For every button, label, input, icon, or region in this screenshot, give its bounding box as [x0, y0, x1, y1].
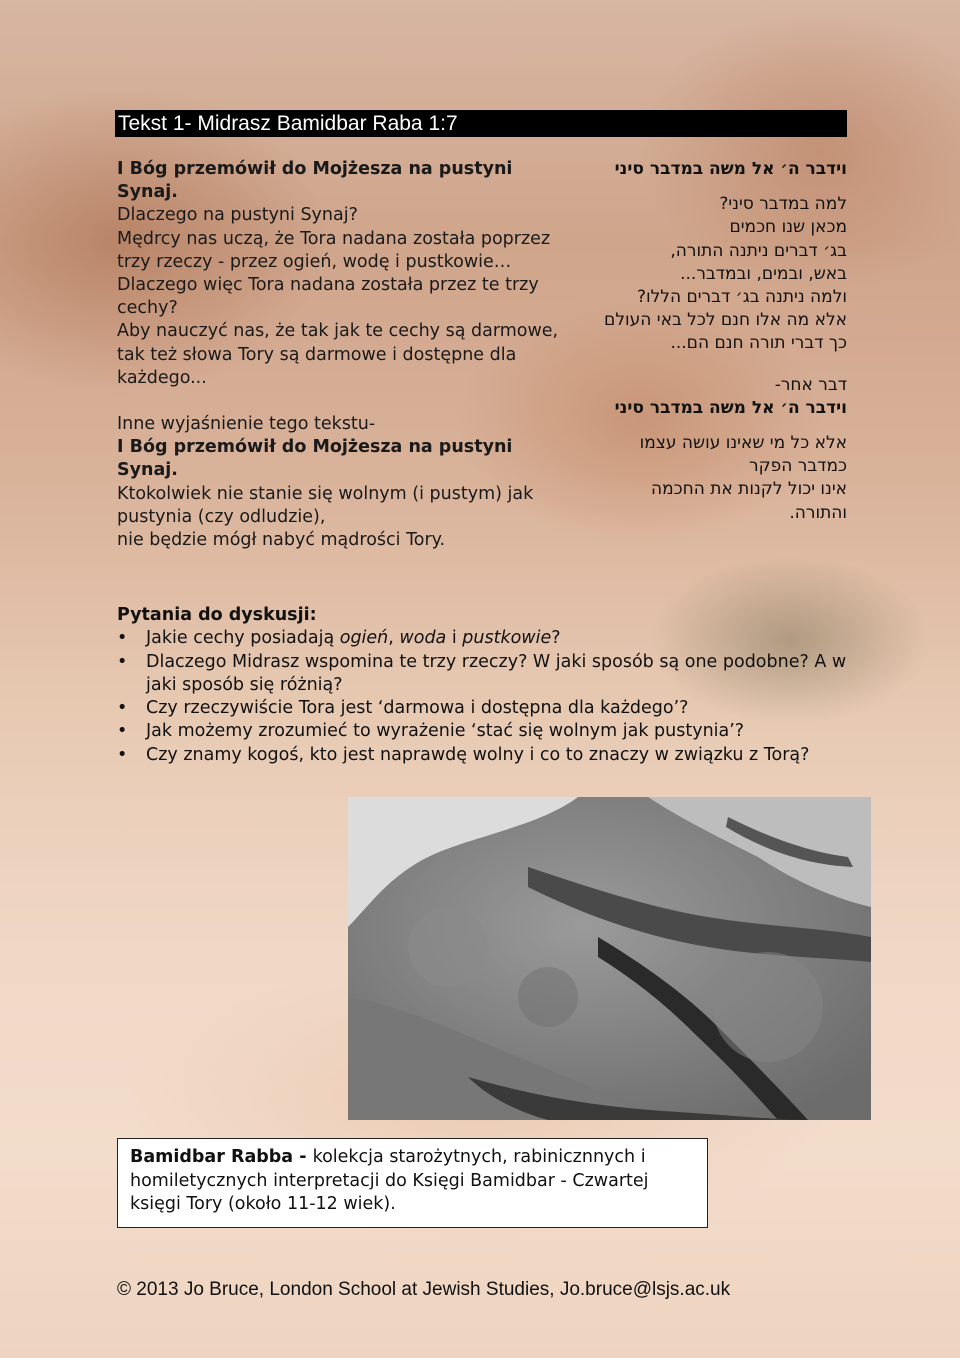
hebrew-line: אלא מה אלו חנם לכל באי העולם: [604, 310, 847, 331]
polish-line: cechy?: [117, 298, 178, 319]
hebrew-line: כך דברי תורה חנם הם...: [670, 333, 847, 354]
question-term: ogień: [339, 628, 389, 649]
polish-line: nie będzie mógł nabyć mądrości Tory.: [117, 530, 446, 551]
polish-line: Aby nauczyć nas, że tak jak te cechy są darmowe,: [117, 321, 559, 342]
question-text: Jakie cechy posiadają: [146, 628, 340, 649]
question-term: woda: [399, 628, 447, 649]
bullet-icon: •: [117, 628, 128, 649]
polish-line: tak też słowa Tory są darmowe i dostępne dla: [117, 344, 517, 365]
question-text: Czy znamy kogoś, kto jest naprawdę wolny i co to znaczy w związku z Torą?: [146, 744, 810, 765]
bullet-icon: •: [117, 651, 128, 672]
hebrew-line: מכאן שנו חכמים: [729, 217, 847, 238]
polish-line: I Bóg przemówił do Mojżesza na pustyni: [117, 437, 513, 458]
polish-text-column: [117, 158, 562, 552]
polish-line: każdego...: [117, 367, 207, 388]
polish-line: Dlaczego więc Tora nadana została przez te trzy: [117, 275, 539, 296]
copyright-footer: © 2013 Jo Bruce, London School at Jewish Studies, Jo.bruce@lsjs.ac.uk: [117, 1279, 731, 1300]
discussion-question: [117, 651, 857, 698]
polish-line: Synaj.: [117, 182, 178, 203]
polish-paragraph-2: [117, 413, 562, 552]
polish-line: I Bóg przemówił do Mojżesza na pustyni: [117, 159, 513, 179]
discussion-question: [117, 697, 857, 720]
polish-line: Dlaczego na pustyni Synaj?: [117, 205, 358, 226]
bullet-icon: •: [117, 721, 128, 742]
hebrew-line: אינו יכול לקנות את החכמה: [650, 479, 847, 500]
hebrew-line: ולמה ניתנה בג׳ דברים הללו?: [636, 287, 847, 308]
question-text: Jak możemy zrozumieć to wyrażenie ‘stać się wolnym jak pustynia’?: [146, 721, 745, 742]
satellite-photo-sinai-image: [348, 797, 871, 1120]
definition-box: [117, 1138, 708, 1228]
discussion-question: [117, 627, 857, 650]
polish-line: trzy rzeczy - przez ogień, wodę i pustkowie…: [117, 251, 512, 272]
hebrew-line: והתורה.: [789, 502, 847, 523]
hebrew-line: למה במדבר סיני?: [719, 194, 847, 215]
polish-line: pustynia (czy odludzie),: [117, 506, 326, 527]
polish-paragraph-1: [117, 158, 562, 390]
discussion-question: [117, 744, 857, 767]
hebrew-line: באש, ובמים, ובמדבר...: [680, 263, 847, 284]
discussion-question: [117, 720, 857, 743]
hebrew-line: אלא כל מי שאינו עושה עצמו: [639, 433, 847, 454]
definition-term: Bamidbar Rabba -: [130, 1147, 313, 1167]
definition-text: kolekcja starożytnych, rabinicznnych i homiletycznych interpretacji do Księgi Bamidbar - Czwartej księgi Tory (około 11-12 wiek).: [130, 1147, 649, 1214]
discussion-heading: Pytania do dyskusji:: [117, 605, 317, 625]
discussion-list: [117, 627, 857, 767]
polish-line: Mędrcy nas uczą, że Tora nadana została poprzez: [117, 228, 551, 249]
polish-line: Ktokolwiek nie stanie się wolnym (i pustym) jak: [117, 483, 534, 504]
question-text: Czy rzeczywiście Tora jest ‘darmowa i dostępna dla każdego’?: [146, 698, 689, 719]
question-text: Dlaczego Midrasz wspomina te trzy rzeczy? W jaki sposób są one podobne? A w jaki sposób się różnią?: [146, 651, 847, 695]
satellite-photo-sinai: [348, 797, 871, 1120]
question-text: i: [446, 628, 463, 649]
bullet-icon: •: [117, 698, 128, 719]
hebrew-line: דבר אחר-: [774, 374, 847, 395]
question-text: ?: [551, 628, 561, 649]
hebrew-text-column: [565, 158, 847, 525]
question-term: pustkowie: [462, 628, 552, 649]
hebrew-line: כמדבר הפקר: [748, 456, 847, 477]
question-text: ,: [388, 628, 400, 649]
hebrew-line: בג׳ דברים ניתנה התורה,: [670, 240, 847, 261]
discussion-section: [117, 604, 857, 767]
bullet-icon: •: [117, 744, 128, 765]
hebrew-line: וידבר ה׳ אל משה במדבר סיני: [614, 159, 847, 179]
hebrew-line: וידבר ה׳ אל משה במדבר סיני: [614, 397, 847, 418]
page-title: Tekst 1- Midrasz Bamidbar Raba 1:7: [115, 110, 847, 137]
polish-line: Inne wyjaśnienie tego tekstu-: [117, 414, 376, 435]
polish-line: Synaj.: [117, 460, 178, 481]
